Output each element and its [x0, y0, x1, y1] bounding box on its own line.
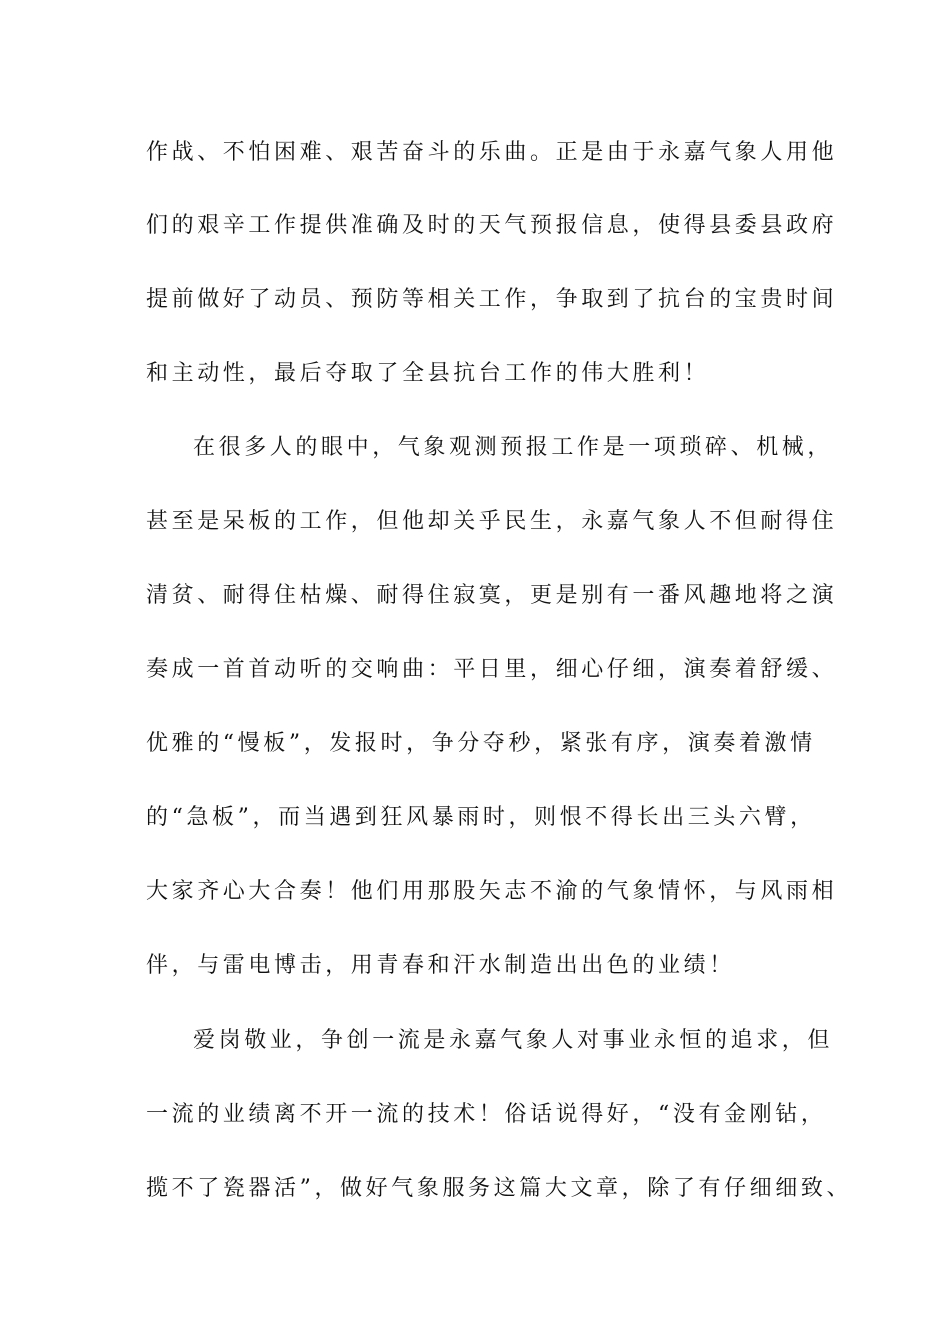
text-line: 伴，与雷电博击，用青春和汗水制造出出色的业绩！ — [146, 953, 735, 978]
text-line: 和主动性，最后夺取了全县抗台工作的伟大胜利！ — [146, 361, 710, 386]
paragraph-first-line: 在很多人的眼中，气象观测预报工作是一项琐碎、机械， — [193, 435, 834, 460]
text-line: 揽不了瓷器活”，做好气象服务这篇大文章，除了有仔细细致、 — [146, 1176, 853, 1201]
text-line: 作战、不怕困难、艰苦奋斗的乐曲。正是由于永嘉气象人用他 — [146, 140, 838, 165]
text-line: 的“急板”，而当遇到狂风暴雨时，则恨不得长出三头六臂， — [146, 805, 816, 830]
text-line: 一流的业绩离不开一流的技术！俗话说得好，“没有金刚钻， — [146, 1102, 827, 1127]
text-line: 们的艰辛工作提供准确及时的天气预报信息，使得县委县政府 — [146, 213, 838, 238]
paragraph-first-line: 爱岗敬业，争创一流是永嘉气象人对事业永恒的追求，但 — [193, 1028, 834, 1053]
text-line: 甚至是呆板的工作，但他却关乎民生，永嘉气象人不但耐得住 — [146, 509, 838, 534]
text-line: 提前做好了动员、预防等相关工作，争取到了抗台的宝贵时间 — [146, 287, 838, 312]
text-line: 清贫、耐得住枯燥、耐得住寂寞，更是别有一番风趣地将之演 — [146, 583, 838, 608]
text-line: 奏成一首首动听的交响曲：平日里，细心仔细，演奏着舒缓、 — [146, 657, 838, 682]
text-line: 大家齐心大合奏！他们用那股矢志不渝的气象情怀，与风雨相 — [146, 879, 838, 904]
text-line: 优雅的“慢板”，发报时，争分夺秒，紧张有序，演奏着激情 — [146, 731, 816, 756]
